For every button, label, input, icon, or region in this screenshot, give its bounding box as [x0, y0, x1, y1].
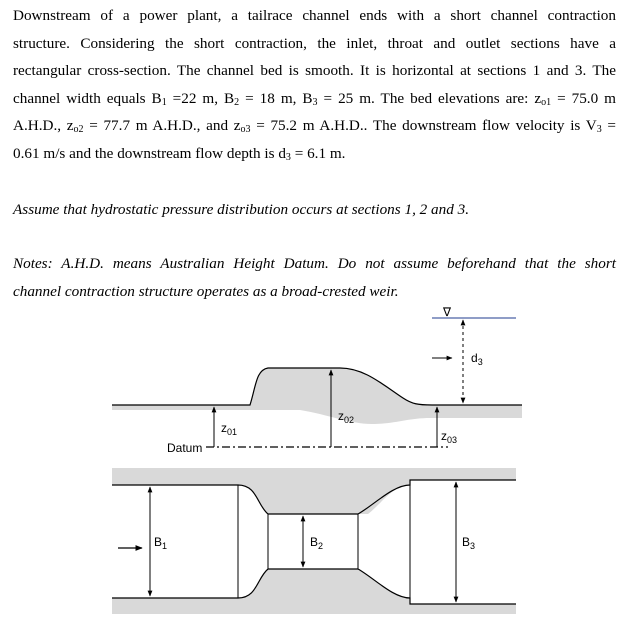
plan-bottom-wall: [112, 569, 516, 614]
assumption-text: Assume that hydrostatic pressure distribution occurs at sections 1, 2 and 3.: [13, 201, 470, 218]
channel-bed-profile: [112, 368, 522, 424]
z03-label: $z_{03}$: [441, 429, 458, 445]
elevation-view: [112, 305, 522, 455]
problem-line-6: 0.61 m/s and the downstream flow depth is $d_3 = 6.1$ m.: [13, 144, 346, 163]
notes-text: Notes: A.H.D. means Australian Height Datum. Do not assume beforehand that the short channel contraction structure operates as a broad-crested weir.: [13, 255, 616, 300]
problem-line-5: A.H.D., $z_{o2} = 77.7$ m A.H.D., and $z_{o3} = 75.2$ m A.H.D.. The downstream flow velocity is $V_3$ =: [13, 117, 616, 136]
d3-label: $d_3$: [471, 351, 483, 367]
b1-label: $B_1$: [154, 535, 168, 551]
plan-view: [112, 468, 516, 614]
water-surface-symbol: ∇: [443, 305, 452, 319]
datum-label: Datum: [167, 441, 203, 455]
plan-top-wall: [112, 468, 516, 514]
problem-line-2: structure. Considering the short contraction, the inlet, throat and outlet sections have a: [13, 34, 616, 52]
z01-label: $z_{01}$: [221, 421, 238, 437]
z02-label: $z_{02}$: [338, 409, 355, 425]
b2-label: $B_2$: [310, 535, 324, 551]
problem-line-3: rectangular cross-section. The channel bed is smooth. It is horizontal at sections 1 and 3. The: [13, 62, 616, 80]
problem-line-4: channel width equals $B_1 =22$ m, $B_2 = 18$ m, $B_3 = 25$ m. The bed elevations are: $z_{o1} = 75.0$ m: [13, 89, 616, 108]
b3-label: $B_3$: [462, 535, 476, 551]
problem-line-1: Downstream of a power plant, a tailrace channel ends with a short channel contraction: [13, 7, 616, 24]
